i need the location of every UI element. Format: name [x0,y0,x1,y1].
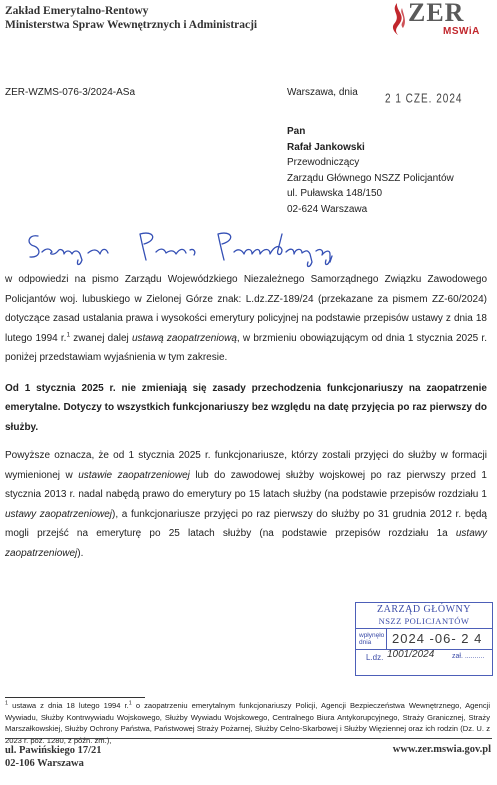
reference-number: ZER-WZMS-076-3/2024-ASa [5,87,136,98]
stamp-line1: ZARZĄD GŁÓWNY [377,604,471,615]
recipient-street: ul. Puławska 148/150 [287,188,383,199]
stamp-ldz-value: 1001/2024 [387,649,435,660]
institution-name: Zakład Emerytalno-Rentowy [5,5,149,17]
footer-city: 02-106 Warszawa [5,758,84,769]
recipient-city: 02-624 Warszawa [287,203,368,215]
stamp-vertical-divider [386,628,387,649]
stamp-received-label: wpłynęło dnia [359,632,385,646]
flame-logo-icon [386,2,408,36]
logo-subtext: MSWiA [443,26,480,37]
recipient-role: Przewodniczący [287,157,360,168]
recipient-address [287,124,454,217]
paragraph-3: Powyższe oznacza, że od 1 stycznia 2025 r. funkcjonariusze, którzy zostali przyjęci do służby w formacji wymienionej w ustawie zaopatrzeniowej lub do zawodowej służby wojskowej po raz pierwszy przed 1 stycznia 2013 r. nadal nabędą prawo do emerytury po 15 latach służby (na podstawie przepisów rozdziału 1 ustawy zaopatrzeniowej), a funkcjonariusze przyjęci po raz pierwszy do służby po 31 grudnia 2012 r. będą mogli przejść na emeryturę po 25 latach służby (na podstawie przepisów rozdziału 1a ustawy zaopatrzeniowej). [5,450,487,559]
handwritten-salutation [24,226,344,270]
stamp-ldz-label: L.dz. [366,653,384,662]
zer-logo [386,0,494,40]
footer-separator [5,738,492,739]
recipient-name: Rafał Jankowski [287,141,365,153]
recipient-title: Pan [287,126,306,137]
paragraph-2: Od 1 stycznia 2025 r. nie zmieniają się zasady przechodzenia funkcjonariuszy na zaopatrzenie emerytalne. Dotyczy to wszystkich funkcjonariuszy bez względu na datę przyjęcia po raz pierwszy do służby. [5,382,487,433]
footnote: $^1$ ustawa z dnia 18 lutego 1994 r.$^1$ o zaopatrzeniu emerytalnym funkcjonariuszy Policji, Agencji Bezpieczeństwa Wewnętrznego, Agencji Wywiadu, Służby Kontrwywiadu Wojskowego, Służby Wywiadu Wojskowego, Centralnego Biura Antykorupcyjnego, Straży Granicznej, Straży Marszałkowskiej, Służby Ochrony Państwa, Państwowej Straży Pożarnej, Służby Celno-Skarbowej i Służby Więziennej oraz ich rodzin (Dz. U. z 2023 r. poz. 1280, z późn. zm.), [5,700,491,745]
logo-text: ZER [408,0,465,27]
date-stamp: 2 1 CZE. 2024 [385,92,463,107]
footer-address [5,744,102,770]
institution-header [5,4,257,32]
letter-body [5,270,487,563]
footer-street: ul. Pawińskiego 17/21 [5,745,102,756]
ministry-name: Ministerstwa Spraw Wewnętrznych i Administracji [5,19,258,31]
paragraph-1: w odpowiedzi na pismo Zarządu Wojewódzkiego Niezależnego Samorządnego Związku Zawodowego Policjantów woj. lubuskiego w Zielonej Górze znak: L.dz.ZZ-189/24 (przekazane za pismem ZZ-60/2024) dotyczące zasad ustalania prawa i wysokości emerytury policyjnej na podstawie przepisów ustawy z dnia 18 lutego 1994 r.$^1$ zwanej dalej ustawą zaopatrzeniową, w brzmieniu obowiązującym od dnia 1 stycznia 2025 r. poniżej przedstawiam wyjaśnienia w tym zakresie. [5,274,487,363]
stamp-received-date: 2024 -06- 2 4 [392,631,483,646]
stamp-divider [356,628,492,629]
recipient-org: Zarządu Głównego NSZZ Policjantów [287,172,454,184]
footnote-separator [5,697,145,698]
footer-website-link[interactable]: www.zer.mswia.gov.pl [392,744,491,755]
registration-stamp [355,602,493,676]
place-date: Warszawa, dnia [287,87,358,98]
stamp-zal-label: zał. .......... [452,653,485,660]
stamp-line2: NSZZ POLICJANTÓW [378,616,470,626]
